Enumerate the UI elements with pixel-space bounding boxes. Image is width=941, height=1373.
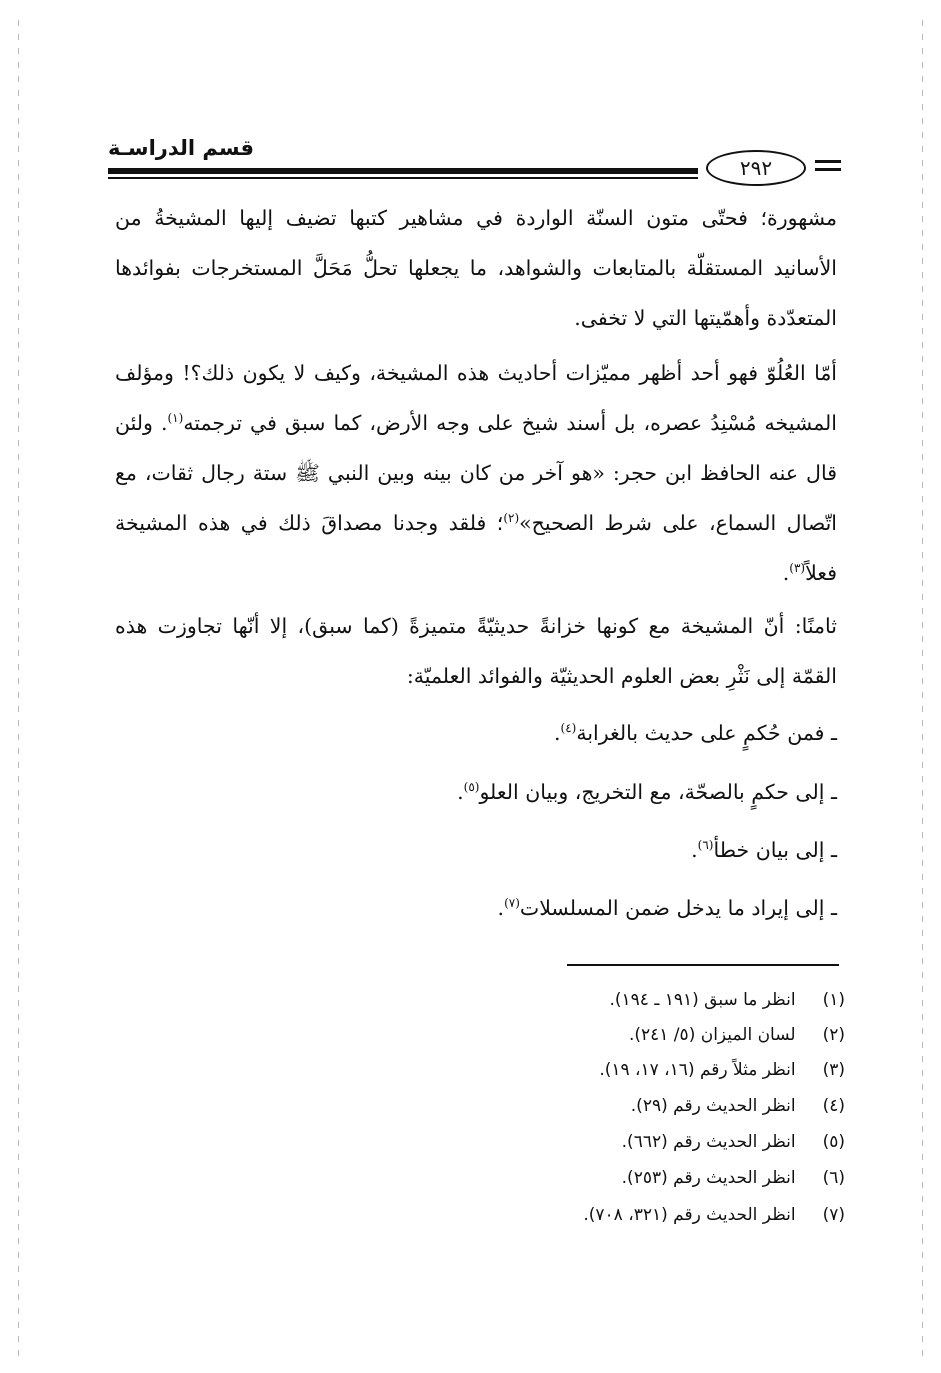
footnote-number: (١) — [822, 990, 845, 1010]
footnote-ref: (١) — [167, 411, 184, 426]
footnote-ref: (٦) — [697, 838, 714, 853]
footnote-number: (٧) — [822, 1205, 845, 1225]
footnote — [629, 1020, 845, 1050]
list-item — [457, 772, 837, 812]
paragraph-text: . — [782, 561, 790, 585]
footnote-text: لسان الميزان (٥/ ٢٤١). — [628, 1025, 796, 1045]
footnote — [631, 1091, 845, 1121]
footnote-text: انظر الحديث رقم (٢٩). — [630, 1096, 796, 1116]
paragraph-text: أمّا العُلُوّ فهو أحد أظهر مميّزات أحاديث هذه المشيخة، وكيف لا يكون ذلك؟! ومؤلف المشيخه مُسْنِدُ عصره، بل أسند شيخ على وجه الأرض، كما سبق في ترجمته — [115, 361, 837, 435]
footnote-ref: (٥) — [463, 780, 480, 795]
list-item — [554, 713, 837, 753]
header-ornament-line — [815, 168, 841, 171]
paragraph-3: ثامنًا: أنّ المشيخة مع كونها خزانةً حديثيّةً متميزةً (كما سبق)، إلا أنّها تجاوزت هذه القمّة إلى نَثْرِ بعض العلوم الحديثيّة والفوائد العلميّة: — [115, 614, 837, 688]
footnote-text: انظر الحديث رقم (٣٢١، ٧٠٨). — [583, 1205, 796, 1225]
footnote-ref: (٧) — [504, 896, 520, 911]
footnote-separator — [567, 964, 839, 966]
scan-edge-left — [18, 20, 19, 1360]
scan-edge-right — [922, 20, 923, 1360]
footnote — [609, 985, 845, 1015]
footnote-number: (٤) — [822, 1096, 845, 1116]
list-item-end: . — [497, 896, 505, 920]
footnote-ref: (٤) — [560, 721, 577, 736]
footnote-number: (٥) — [822, 1132, 845, 1152]
header-ornament-line — [815, 160, 841, 163]
list-item-end: . — [691, 838, 698, 862]
list-item-end: . — [553, 721, 561, 745]
footnote-number: (٣) — [822, 1060, 845, 1080]
list-item-text: ـ إلى بيان خطأ — [713, 838, 837, 862]
list-item — [691, 830, 837, 870]
list-item-text: ـ إلى حكمٍ بالصحّة، مع التخريج، وبيان العلو — [479, 780, 837, 804]
footnote-text: انظر ما سبق (١٩١ ـ ١٩٤). — [609, 990, 796, 1010]
list-item-text: ـ إلى إيراد ما يدخل ضمن المسلسلات — [519, 896, 837, 920]
paragraph-text: . ولئن قال عنه الحافظ ابن حجر: «هو آخر من كان بينه وبين النبي ﷺ ستة رجال ثقات، مع اتّصال السماع، على شرط الصحيح» — [115, 411, 838, 535]
list-item-text: ـ فمن حُكمٍ على حديث بالغرابة — [576, 721, 837, 745]
paragraph-1: مشهورة؛ فحتّى متون السنّة الواردة في مشاهير كتبها تضيف إليها المشيخةُ من الأسانيد المستقلّة بالمتابعات والشواهد، ما يجعلها تحلُّ مَحَلَّ المستخرجات بفوائدها المتعدّدة وأهمّيتها التي لا تخفى. — [115, 206, 837, 330]
page-number: ٢٩٢ — [706, 150, 806, 186]
footnote-text: انظر الحديث رقم (٢٥٣). — [621, 1168, 796, 1188]
footnote-number: (٢) — [822, 1025, 845, 1045]
footnote — [622, 1127, 845, 1157]
header-rule-thick — [108, 168, 698, 174]
footnote — [583, 1200, 845, 1230]
footnote-text: انظر الحديث رقم (٦٦٢). — [621, 1132, 796, 1152]
paragraph-text: ؛ فلقد وجدنا مصداقَ ذلك في هذه المشيخة فعلاً — [115, 511, 837, 585]
footnote-number: (٦) — [822, 1168, 845, 1188]
footnote — [622, 1163, 845, 1193]
paragraph-2 — [115, 348, 837, 598]
footnote-ref: (٢) — [503, 511, 520, 526]
footnote-text: انظر مثلاً رقم (١٦، ١٧، ١٩). — [599, 1060, 796, 1080]
list-item — [498, 888, 837, 928]
footnote-ref: (٣) — [789, 561, 806, 576]
header-rule-thin — [108, 177, 698, 179]
running-header-title: قسم الدراسـة — [108, 136, 254, 160]
list-item-end: . — [457, 780, 464, 804]
footnote — [599, 1055, 845, 1085]
